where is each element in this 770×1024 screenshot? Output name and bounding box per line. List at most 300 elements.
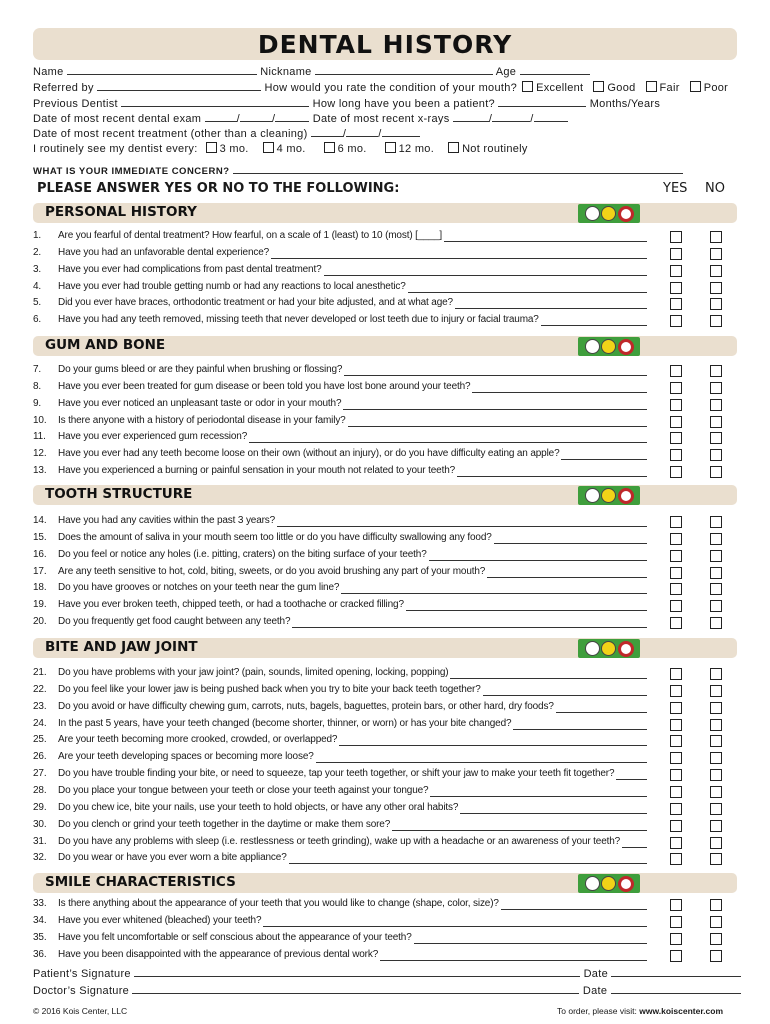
xray-year-field[interactable] — [534, 111, 568, 122]
yes-checkbox[interactable] — [670, 399, 682, 411]
no-checkbox[interactable] — [710, 550, 722, 562]
yes-checkbox[interactable] — [670, 298, 682, 310]
routine-6mo-checkbox[interactable] — [324, 142, 335, 153]
yes-checkbox[interactable] — [670, 567, 682, 579]
patient-signature-row — [33, 966, 741, 980]
no-checkbox[interactable] — [710, 600, 722, 612]
question-row — [33, 515, 737, 531]
question-number: 11. — [33, 431, 46, 443]
answer-line[interactable] — [271, 258, 647, 259]
answer-line[interactable] — [455, 308, 647, 309]
order-prefix: To order, please visit: — [557, 1006, 637, 1016]
question-text: Do you feel or notice any holes (i.e. pitting, craters) on the biting surface of your teeth? — [58, 548, 427, 560]
yes-checkbox[interactable] — [670, 315, 682, 327]
question-text: Are any teeth sensitive to hot, cold, biting, sweets, or do you avoid brushing any part of your mouth? — [58, 565, 486, 577]
question-number: 6. — [33, 314, 42, 326]
question-text: Are you fearful of dental treatment? How fearful, on a scale of 1 (least) to 10 (most) [____] — [58, 230, 443, 241]
yes-checkbox[interactable] — [670, 432, 682, 444]
section-header — [33, 638, 737, 658]
no-checkbox[interactable] — [710, 265, 722, 277]
question-row — [33, 398, 737, 414]
question-text: Are your teeth becoming more crooked, crowded, or overlapped? — [58, 734, 338, 746]
no-checkbox[interactable] — [710, 853, 722, 865]
question-text: Do you have problems with your jaw joint? (pain, sounds, limited opening, locking, popping) — [58, 667, 449, 678]
yes-column-header: YES — [663, 181, 688, 196]
yes-checkbox[interactable] — [670, 837, 682, 849]
routine-3mo-checkbox[interactable] — [206, 142, 217, 153]
question-number: 14. — [33, 515, 47, 526]
question-number: 19. — [33, 599, 47, 611]
question-row — [33, 381, 737, 397]
yes-checkbox[interactable] — [670, 786, 682, 798]
yes-checkbox[interactable] — [670, 533, 682, 545]
no-checkbox[interactable] — [710, 567, 722, 579]
traffic-light-dot — [585, 206, 600, 221]
how-long-field[interactable] — [498, 96, 586, 107]
yes-checkbox[interactable] — [670, 769, 682, 781]
traffic-light-dot — [620, 341, 632, 353]
answer-line[interactable] — [316, 762, 647, 763]
question-number: 5. — [33, 297, 42, 309]
answer-line[interactable] — [289, 863, 647, 864]
date-separator: / — [530, 113, 534, 125]
no-checkbox[interactable] — [710, 735, 722, 747]
answer-line[interactable] — [444, 241, 647, 242]
question-text: Have you felt uncomfortable or self conscious about the appearance of your teeth? — [58, 931, 412, 943]
traffic-light-dot — [620, 643, 632, 655]
answer-line[interactable] — [292, 627, 647, 628]
no-checkbox[interactable] — [710, 466, 722, 478]
header-row-2 — [33, 80, 728, 94]
answer-line[interactable] — [513, 729, 647, 730]
doctor-date-field[interactable] — [611, 983, 741, 994]
question-text: Do you have trouble finding your bite, or need to squeeze, tap your teeth together, or shift your jaw to make your teeth fit together? — [58, 768, 615, 780]
routine-4mo-checkbox[interactable] — [263, 142, 274, 153]
section-header — [33, 203, 737, 223]
no-checkbox[interactable] — [710, 668, 722, 680]
answer-line[interactable] — [622, 847, 647, 848]
question-number: 34. — [33, 914, 47, 926]
date-separator: / — [272, 113, 276, 125]
question-number: 7. — [33, 364, 42, 375]
question-number: 30. — [33, 818, 47, 830]
answer-line[interactable] — [339, 745, 647, 746]
no-checkbox[interactable] — [710, 298, 722, 310]
previous-dentist-field[interactable] — [121, 96, 309, 107]
no-checkbox[interactable] — [710, 432, 722, 444]
question-row — [33, 297, 737, 313]
no-checkbox[interactable] — [710, 803, 722, 815]
no-checkbox[interactable] — [710, 769, 722, 781]
xray-month-field[interactable] — [453, 111, 489, 122]
question-text: Have you experienced a burning or painful sensation in your mouth not related to your teeth? — [58, 465, 456, 477]
doctor-signature-field[interactable] — [132, 983, 579, 994]
question-text: Have you ever been treated for gum disease or been told you have lost bone around your teeth? — [58, 380, 471, 392]
question-text: Have you been disappointed with the appearance of previous dental work? — [58, 948, 379, 960]
no-checkbox[interactable] — [710, 685, 722, 697]
question-row — [33, 734, 737, 750]
yes-checkbox[interactable] — [670, 899, 682, 911]
recent-exam-label: Date of most recent dental exam — [33, 113, 202, 125]
page-title: DENTAL HISTORY — [257, 30, 513, 59]
question-number: 23. — [33, 700, 47, 712]
routine-not-checkbox[interactable] — [448, 142, 459, 153]
answer-line[interactable] — [487, 577, 647, 578]
answer-line[interactable] — [380, 960, 647, 961]
question-row — [33, 751, 737, 767]
question-text: Do you avoid or have difficulty chewing gum, carrots, nuts, bagels, baguettes, protein bars, or other hard, dry foods? — [58, 700, 554, 712]
yes-checkbox[interactable] — [670, 702, 682, 714]
doctor-date-label: Date — [582, 985, 608, 997]
traffic-light-icon — [578, 337, 640, 356]
date-separator: / — [378, 128, 382, 140]
header-row-6 — [33, 142, 528, 155]
header-row-4 — [33, 111, 568, 125]
section-header — [33, 336, 737, 356]
header-row-1 — [33, 64, 590, 78]
question-row — [33, 314, 737, 330]
question-row — [33, 852, 737, 868]
rate-good-label: Good — [607, 82, 636, 94]
question-row — [33, 448, 737, 464]
question-row — [33, 667, 737, 683]
question-text: Have you ever noticed an unpleasant taste or odor in your mouth? — [58, 397, 342, 409]
referred-by-field[interactable] — [97, 80, 261, 91]
patient-signature-field[interactable] — [134, 966, 580, 977]
rate-fair-label: Fair — [659, 82, 680, 94]
yes-checkbox[interactable] — [670, 668, 682, 680]
question-number: 12. — [33, 448, 47, 460]
name-label: Name — [33, 66, 64, 78]
traffic-light-dot — [585, 488, 600, 503]
rate-good-checkbox[interactable] — [593, 81, 604, 92]
immediate-concern — [33, 163, 683, 177]
question-number: 24. — [33, 717, 47, 729]
question-number: 22. — [33, 683, 47, 695]
question-text: Is there anyone with a history of periodontal disease in your family? — [58, 414, 346, 426]
yes-checkbox[interactable] — [670, 853, 682, 865]
yes-checkbox[interactable] — [670, 365, 682, 377]
age-field[interactable] — [520, 64, 590, 75]
traffic-light-dot — [601, 488, 616, 503]
traffic-light-icon — [578, 204, 640, 223]
rate-excellent-checkbox[interactable] — [522, 81, 533, 92]
no-checkbox[interactable] — [710, 231, 722, 243]
no-checkbox[interactable] — [710, 365, 722, 377]
treatment-month-field[interactable] — [311, 126, 343, 137]
yes-checkbox[interactable] — [670, 719, 682, 731]
question-text: Have you had an unfavorable dental experience? — [58, 246, 270, 258]
yes-checkbox[interactable] — [670, 550, 682, 562]
no-checkbox[interactable] — [710, 837, 722, 849]
question-number: 4. — [33, 280, 42, 292]
question-text: Have you had any cavities within the past 3 years? — [58, 515, 276, 526]
answer-line[interactable] — [341, 593, 647, 594]
nickname-field[interactable] — [315, 64, 493, 75]
rate-question: How would you rate the condition of your mouth? — [264, 82, 518, 94]
question-row — [33, 898, 737, 914]
question-text: Do you wear or have you ever worn a bite appliance? — [58, 852, 287, 864]
no-checkbox[interactable] — [710, 933, 722, 945]
question-row — [33, 949, 737, 965]
treatment-year-field[interactable] — [382, 126, 420, 137]
question-text: Did you ever have braces, orthodontic treatment or had your bite adjusted, and at what age? — [58, 297, 453, 309]
traffic-light-dot — [585, 339, 600, 354]
no-checkbox[interactable] — [710, 449, 722, 461]
traffic-light-icon — [578, 874, 640, 893]
rate-poor-checkbox[interactable] — [690, 81, 701, 92]
no-checkbox[interactable] — [710, 752, 722, 764]
section-header — [33, 873, 737, 893]
question-row — [33, 532, 737, 548]
yes-checkbox[interactable] — [670, 933, 682, 945]
question-text: Do you have any problems with sleep (i.e. restlessness or teeth grinding), wake up with a headache or an awareness of your teeth? — [58, 835, 621, 847]
question-number: 2. — [33, 246, 42, 258]
question-number: 15. — [33, 531, 47, 543]
nickname-label: Nickname — [260, 66, 312, 78]
question-number: 1. — [33, 230, 42, 241]
answer-line[interactable] — [460, 813, 647, 814]
question-number: 21. — [33, 667, 47, 678]
traffic-light-dot — [585, 876, 600, 891]
answer-line[interactable] — [501, 909, 647, 910]
order-link[interactable]: www.koiscenter.com — [639, 1006, 724, 1016]
question-text: Have you ever had complications from past dental treatment? — [58, 263, 322, 275]
recent-xrays-label: Date of most recent x-rays — [312, 113, 450, 125]
rate-fair-checkbox[interactable] — [646, 81, 657, 92]
no-checkbox[interactable] — [710, 248, 722, 260]
answer-line[interactable] — [408, 292, 647, 293]
patient-date-field[interactable] — [611, 966, 741, 977]
routine-12mo-label: 12 mo. — [398, 143, 435, 155]
yes-checkbox[interactable] — [670, 617, 682, 629]
question-row — [33, 819, 737, 835]
immediate-concern-label: WHAT IS YOUR IMMEDIATE CONCERN? — [33, 166, 230, 177]
routine-4mo-label: 4 mo. — [276, 143, 306, 155]
answer-line[interactable] — [414, 943, 647, 944]
no-checkbox[interactable] — [710, 382, 722, 394]
question-text: Do you frequently get food caught between any teeth? — [58, 616, 291, 628]
yes-checkbox[interactable] — [670, 282, 682, 294]
traffic-light-dot — [620, 878, 632, 890]
question-row — [33, 415, 737, 431]
answer-line[interactable] — [324, 275, 647, 276]
section-title: PERSONAL HISTORY — [45, 204, 197, 220]
yes-checkbox[interactable] — [670, 950, 682, 962]
exam-year-field[interactable] — [275, 111, 309, 122]
question-row — [33, 582, 737, 598]
question-text: Is there anything about the appearance of your teeth that you would like to change (shape, color, size)? — [58, 898, 499, 909]
question-number: 13. — [33, 465, 47, 477]
treatment-day-field[interactable] — [346, 126, 378, 137]
answer-line[interactable] — [450, 678, 647, 679]
question-text: Do you feel like your lower jaw is being pushed back when you try to bite your back teeth together? — [58, 683, 481, 695]
question-row — [33, 230, 737, 246]
patient-signature-label: Patient’s Signature — [33, 968, 131, 980]
traffic-light-dot — [601, 641, 616, 656]
question-row — [33, 599, 737, 615]
question-text: Do your gums bleed or are they painful when brushing or flossing? — [58, 364, 343, 375]
routine-12mo-checkbox[interactable] — [385, 142, 396, 153]
yes-checkbox[interactable] — [670, 516, 682, 528]
question-row — [33, 701, 737, 717]
question-row — [33, 932, 737, 948]
date-separator: / — [488, 113, 493, 125]
yes-checkbox[interactable] — [670, 752, 682, 764]
question-text: Have you ever broken teeth, chipped teeth, or had a toothache or cracked filling? — [58, 599, 404, 611]
no-checkbox[interactable] — [710, 899, 722, 911]
answer-line[interactable] — [263, 926, 647, 927]
no-checkbox[interactable] — [710, 617, 722, 629]
how-long-label: How long have you been a patient? — [312, 98, 495, 110]
question-text: Do you clench or grind your teeth together in the daytime or make them sore? — [58, 818, 391, 830]
patient-date-label: Date — [583, 968, 608, 980]
answer-line[interactable] — [483, 695, 647, 696]
answer-line[interactable] — [348, 426, 647, 427]
no-column-header: NO — [705, 181, 725, 196]
question-number: 9. — [33, 397, 42, 409]
answer-line[interactable] — [472, 392, 647, 393]
answer-line[interactable] — [344, 375, 647, 376]
traffic-light-icon — [578, 486, 640, 505]
yes-checkbox[interactable] — [670, 583, 682, 595]
answer-line[interactable] — [616, 779, 647, 780]
question-text: Have you ever had any teeth become loose on their own (without an injury), or do you have difficulty eating an apple? — [58, 448, 560, 460]
answer-line[interactable] — [494, 543, 647, 544]
question-row — [33, 785, 737, 801]
question-row — [33, 684, 737, 700]
title-bar — [33, 28, 737, 60]
no-checkbox[interactable] — [710, 315, 722, 327]
question-number: 8. — [33, 380, 42, 392]
question-text: Do you chew ice, bite your nails, use your teeth to hold objects, or have any other oral habits? — [58, 801, 459, 813]
question-text: Have you had any teeth removed, missing teeth that never developed or lost teeth due to injury or facial trauma? — [58, 314, 539, 326]
routine-not-label: Not routinely — [462, 143, 528, 155]
immediate-concern-field[interactable] — [233, 163, 683, 174]
question-text: Have you ever had trouble getting numb or had any reactions to local anesthetic? — [58, 280, 406, 292]
xray-day-field[interactable] — [492, 111, 530, 122]
traffic-light-dot — [601, 876, 616, 891]
no-checkbox[interactable] — [710, 916, 722, 928]
answer-line[interactable] — [406, 610, 647, 611]
question-row — [33, 566, 737, 582]
no-checkbox[interactable] — [710, 516, 722, 528]
referred-by-label: Referred by — [33, 82, 94, 94]
yes-checkbox[interactable] — [670, 248, 682, 260]
no-checkbox[interactable] — [710, 719, 722, 731]
answer-line[interactable] — [429, 560, 647, 561]
answer-line[interactable] — [457, 476, 647, 477]
question-text: In the past 5 years, have your teeth changed (become shorter, thinner, or worn) or has your bite changed? — [58, 717, 512, 729]
question-text: Do you place your tongue between your teeth or close your teeth against your tongue? — [58, 784, 429, 796]
question-number: 35. — [33, 931, 47, 943]
no-checkbox[interactable] — [710, 786, 722, 798]
no-checkbox[interactable] — [710, 533, 722, 545]
doctor-signature-row — [33, 983, 741, 997]
question-number: 25. — [33, 734, 47, 746]
question-number: 3. — [33, 263, 42, 275]
question-number: 17. — [33, 565, 47, 577]
question-row — [33, 247, 737, 263]
question-text: Have you ever experienced gum recession? — [58, 431, 248, 443]
no-checkbox[interactable] — [710, 583, 722, 595]
answer-line[interactable] — [541, 325, 647, 326]
yes-checkbox[interactable] — [670, 265, 682, 277]
yes-checkbox[interactable] — [670, 231, 682, 243]
section-title: BITE AND JAW JOINT — [45, 639, 198, 655]
yes-checkbox[interactable] — [670, 416, 682, 428]
traffic-light-dot — [620, 490, 632, 502]
yes-checkbox[interactable] — [670, 803, 682, 815]
recent-treatment-label: Date of most recent treatment (other than a cleaning) — [33, 128, 308, 140]
question-number: 10. — [33, 414, 47, 426]
question-row — [33, 364, 737, 380]
traffic-light-dot — [601, 339, 616, 354]
exam-month-field[interactable] — [205, 111, 237, 122]
yes-checkbox[interactable] — [670, 600, 682, 612]
yes-checkbox[interactable] — [670, 382, 682, 394]
months-years-label: Months/Years — [589, 98, 661, 110]
question-row — [33, 718, 737, 734]
traffic-light-dot — [585, 641, 600, 656]
yes-checkbox[interactable] — [670, 449, 682, 461]
no-checkbox[interactable] — [710, 416, 722, 428]
previous-dentist-label: Previous Dentist — [33, 98, 118, 110]
yes-checkbox[interactable] — [670, 466, 682, 478]
question-number: 28. — [33, 784, 47, 796]
rate-excellent-label: Excellent — [536, 82, 584, 94]
question-number: 32. — [33, 852, 47, 864]
answer-line[interactable] — [430, 796, 647, 797]
yes-checkbox[interactable] — [670, 735, 682, 747]
question-number: 20. — [33, 616, 47, 628]
answer-line[interactable] — [277, 526, 647, 527]
question-number: 31. — [33, 835, 47, 847]
yes-checkbox[interactable] — [670, 685, 682, 697]
question-number: 36. — [33, 948, 47, 960]
yes-checkbox[interactable] — [670, 820, 682, 832]
question-row — [33, 465, 737, 481]
question-row — [33, 836, 737, 852]
question-text: Does the amount of saliva in your mouth seem too little or do you have difficulty swallowing any food? — [58, 531, 492, 543]
routine-6mo-label: 6 mo. — [337, 143, 367, 155]
yes-checkbox[interactable] — [670, 916, 682, 928]
date-separator: / — [236, 113, 240, 125]
section-header — [33, 485, 737, 505]
answer-line[interactable] — [249, 442, 647, 443]
traffic-light-dot — [620, 208, 632, 220]
question-row — [33, 264, 737, 280]
no-checkbox[interactable] — [710, 702, 722, 714]
header-row-3 — [33, 96, 660, 110]
answer-line[interactable] — [392, 830, 647, 831]
question-number: 16. — [33, 548, 47, 560]
copyright: © 2016 Kois Center, LLC — [33, 1006, 128, 1016]
question-row — [33, 915, 737, 931]
exam-day-field[interactable] — [240, 111, 272, 122]
answer-line[interactable] — [343, 409, 647, 410]
answer-line[interactable] — [561, 459, 647, 460]
question-row — [33, 802, 737, 818]
no-checkbox[interactable] — [710, 820, 722, 832]
doctor-signature-label: Doctor’s Signature — [33, 985, 130, 997]
no-checkbox[interactable] — [710, 282, 722, 294]
no-checkbox[interactable] — [710, 950, 722, 962]
section-title: TOOTH STRUCTURE — [45, 486, 193, 502]
answer-line[interactable] — [556, 712, 647, 713]
no-checkbox[interactable] — [710, 399, 722, 411]
name-field[interactable] — [67, 64, 257, 75]
